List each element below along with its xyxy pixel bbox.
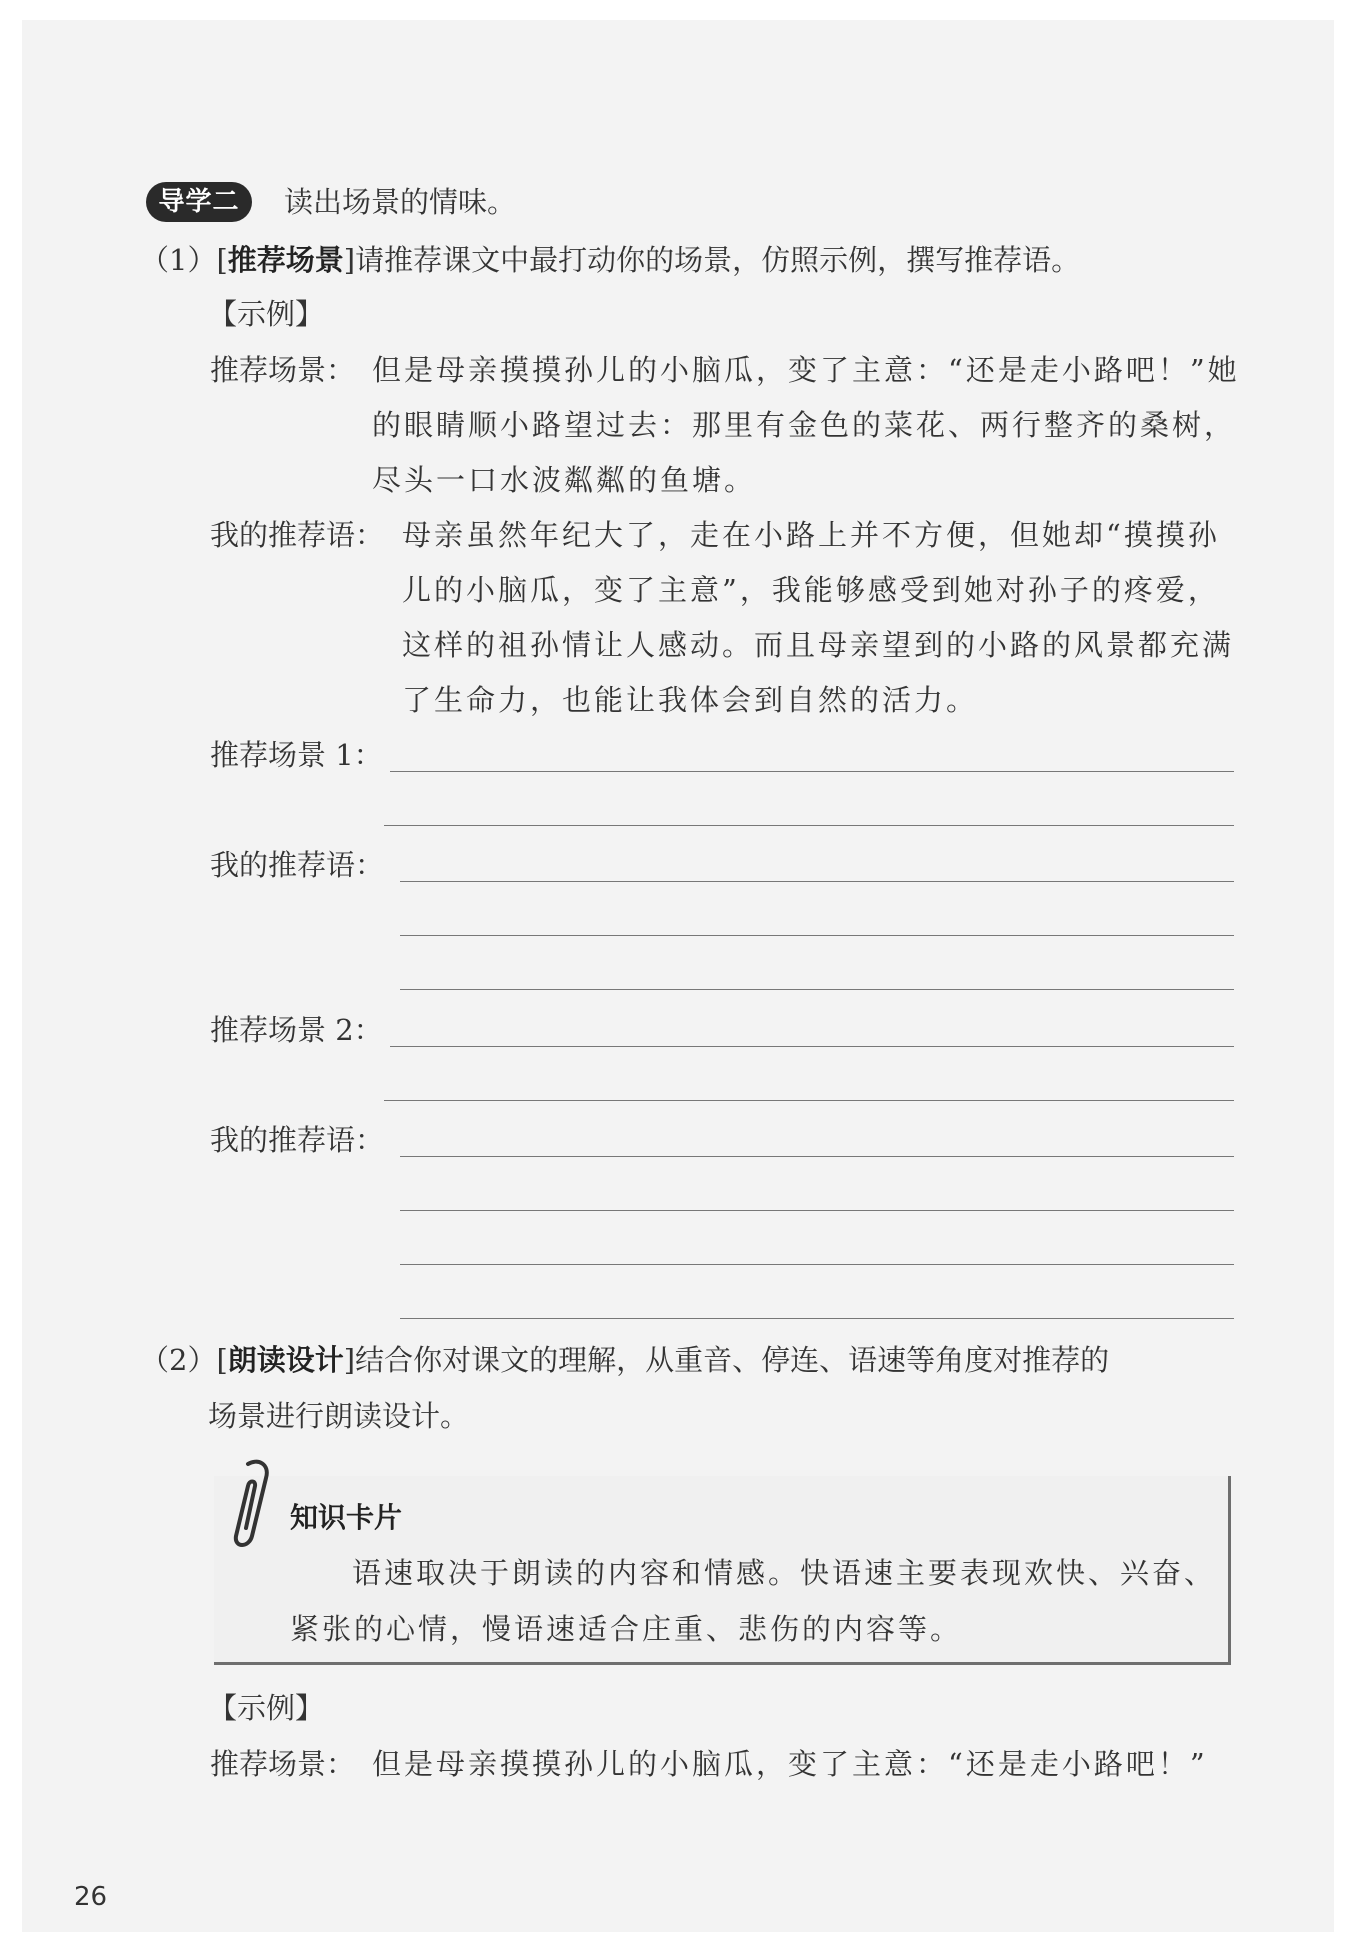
answer-line-rec1[interactable] [400,881,1234,882]
example-scene-line: 的眼睛顺小路望过去：那里有金色的菜花、两行整齐的桑树， [372,408,1237,442]
answer-line-rec1[interactable] [400,989,1234,990]
example-scene-line: 但是母亲摸摸孙儿的小脑瓜，变了主意：“还是走小路吧！”她 [372,353,1240,387]
blank-scene1-label: 推荐场景 1： [210,738,383,772]
example-rec-line: 母亲虽然年纪大了，走在小路上并不方便，但她却“摸摸孙 [402,518,1220,552]
example-heading: 【示例】 [208,297,325,331]
blank-rec1-label: 我的推荐语： [210,848,385,882]
answer-line-scene1[interactable] [384,825,1234,826]
knowledge-card-line: 紧张的心情，慢语速适合庄重、悲伤的内容等。 [290,1612,963,1646]
example-rec-line: 这样的祖孙情让人感动。而且母亲望到的小路的风景都充满 [402,628,1235,662]
section-badge: 导学二 [146,182,252,222]
knowledge-card-title: 知识卡片 [290,1501,403,1534]
example-rec-label: 我的推荐语： [210,518,385,552]
page-number: 26 [74,1882,108,1912]
part1-instruction-text: 请推荐课文中最打动你的场景，仿照示例，撰写推荐语。 [355,243,1081,277]
blank-scene2-label: 推荐场景 2： [210,1013,383,1047]
answer-line-scene2[interactable] [384,1100,1234,1101]
example-rec-line: 儿的小脑瓜，变了主意”，我能够感受到她对孙子的疼爱， [402,573,1220,607]
part2-instruction-line2: 场景进行朗读设计。 [208,1399,470,1433]
part1-number: （1） [140,243,217,277]
part1-bracket-label: 推荐场景 [227,243,344,277]
answer-line-rec2[interactable] [400,1264,1234,1265]
example2-scene-text: 但是母亲摸摸孙儿的小脑瓜，变了主意：“还是走小路吧！” [372,1747,1208,1781]
knowledge-card-line: 语速取决于朗读的内容和情感。快语速主要表现欢快、兴奋、 [352,1556,1217,1590]
example-scene-label: 推荐场景： [210,353,356,387]
blank-rec2-label: 我的推荐语： [210,1123,385,1157]
part2-number: （2） [140,1343,217,1377]
answer-line-scene1[interactable] [390,771,1234,772]
answer-line-rec2[interactable] [400,1210,1234,1211]
part2-instruction-text: 结合你对课文的理解，从重音、停连、语速等角度对推荐的 [355,1343,1110,1377]
answer-line-rec1[interactable] [400,935,1234,936]
example2-heading: 【示例】 [208,1691,325,1725]
answer-line-rec2[interactable] [400,1156,1234,1157]
paperclip-icon [214,1452,274,1552]
answer-line-scene2[interactable] [390,1046,1234,1047]
answer-line-rec2[interactable] [400,1318,1234,1319]
example-rec-line: 了生命力，也能让我体会到自然的活力。 [402,683,979,717]
part2-instruction: （2）[朗读设计]结合你对课文的理解，从重音、停连、语速等角度对推荐的 [140,1343,1110,1377]
example-scene-line: 尽头一口水波粼粼的鱼塘。 [372,463,757,497]
part1-instruction: （1）[推荐场景]请推荐课文中最打动你的场景，仿照示例，撰写推荐语。 [140,243,1081,277]
part2-bracket-label: 朗读设计 [227,1343,344,1377]
section-title: 读出场景的情味。 [284,185,517,219]
example2-scene-label: 推荐场景： [210,1747,356,1781]
